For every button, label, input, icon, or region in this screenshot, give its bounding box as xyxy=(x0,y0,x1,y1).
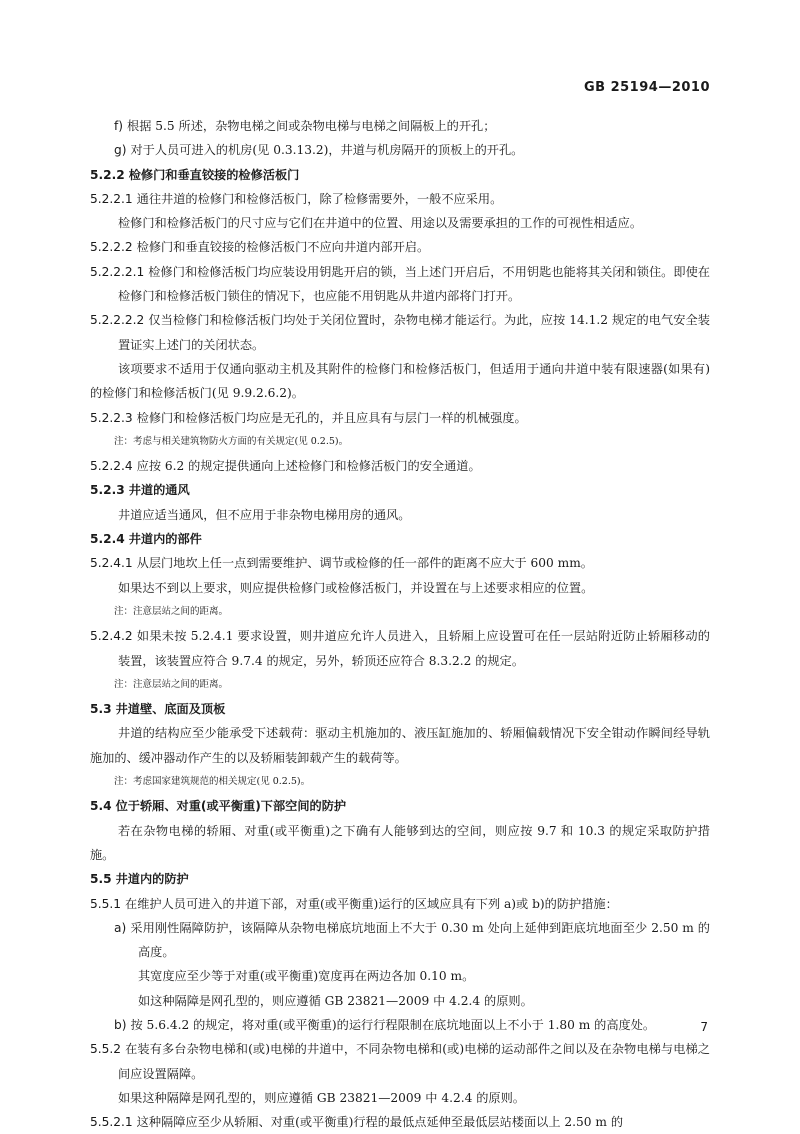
paragraph-text: 注：注意层站之间的距离。 xyxy=(114,678,229,690)
paragraph-text: 如果达不到以上要求，则应提供检修门或检修活板门，并设置在与上述要求相应的位置。 xyxy=(118,580,594,595)
paragraph-text: 检修门和垂直铰接的检修活板门 xyxy=(128,167,300,182)
paragraph-text: 这种隔障应至少从轿厢、对重(或平衡重)行程的最低点延伸至最低层站楼面以上 2.50 m 的 xyxy=(136,1115,624,1130)
section-heading xyxy=(90,478,710,502)
clause-paragraph xyxy=(90,235,710,259)
clause-paragraph xyxy=(90,187,710,211)
clause-number: 5.5.1 xyxy=(90,896,122,911)
note xyxy=(90,430,710,454)
clause-paragraph xyxy=(90,406,710,430)
clause-number: 5.2.2.2.1 xyxy=(90,264,145,279)
standard-number: GB 25194—2010 xyxy=(583,80,710,95)
paragraph-text: 注：注意层站之间的距离。 xyxy=(114,605,229,617)
paragraph-text: 通往井道的检修门和检修活板门，除了检修需要外，一般不应采用。 xyxy=(136,191,503,206)
paragraph-text: 该项要求不适用于仅通向驱动主机及其附件的检修门和检修活板门，但适用于通向井道中装有限速器(如果有)的检修门和检修活板门(见 9.9.2.6.2)。 xyxy=(90,361,710,401)
paragraph-text: 在维护人员可进入的井道下部，对重(或平衡重)运行的区域应具有下列 a)或 b)的防护措施： xyxy=(125,896,618,911)
body-paragraph xyxy=(90,357,710,406)
list-item xyxy=(90,1013,710,1037)
paragraph-text: 井道内的部件 xyxy=(128,532,202,547)
body-paragraph xyxy=(90,819,710,868)
list-item xyxy=(90,916,710,965)
clause-number: b) xyxy=(114,1017,127,1032)
body-paragraph xyxy=(90,503,710,527)
paragraph-text: 应按 6.2 的规定提供通向上述检修门和检修活板门的安全通道。 xyxy=(136,459,481,474)
clause-number: f) xyxy=(114,119,124,133)
paragraph-text: 井道内的防护 xyxy=(115,872,189,887)
list-item-continuation xyxy=(90,964,710,988)
clause-number: 5.2.2.2 xyxy=(90,240,133,255)
paragraph-text: 如这种隔障是网孔型的，则应遵循 GB 23821—2009 中 4.2.4 的原则。 xyxy=(138,993,533,1008)
section-heading xyxy=(90,867,710,891)
list-item xyxy=(90,114,710,138)
paragraph-text: 对于人员可进入的机房(见 0.3.13.2)，井道与机房隔开的顶板上的开孔。 xyxy=(130,143,524,158)
paragraph-text: 从层门地坎上任一点到需要维护、调节或检修的任一部件的距离不应大于 600 mm。 xyxy=(136,556,593,571)
section-heading xyxy=(90,794,710,818)
clause-paragraph xyxy=(90,892,710,916)
clause-paragraph xyxy=(90,260,710,309)
note xyxy=(90,770,710,794)
clause-number: 5.5.2.1 xyxy=(90,1115,133,1130)
clause-number: 5.2.2.3 xyxy=(90,410,133,425)
clause-number: 5.2.4.2 xyxy=(90,629,133,644)
paragraph-text: 检修门和检修活板门均应装设用钥匙开启的锁，当上述门开启后，不用钥匙也能将其关闭和锁住。即使在检修门和检修活板门锁住的情况下，也应能不用钥匙从井道内部将门打开。 xyxy=(118,264,710,304)
clause-number: 5.4 xyxy=(90,799,112,814)
clause-number: g) xyxy=(114,143,127,158)
paragraph-text: 注：考虑国家建筑规范的相关规定(见 0.2.5)。 xyxy=(114,776,311,788)
clause-paragraph xyxy=(90,454,710,478)
clause-paragraph xyxy=(90,1110,710,1134)
clause-number: 5.2.2.1 xyxy=(90,191,133,206)
paragraph-text: 如果未按 5.2.4.1 要求设置，则井道应允许人员进入，且轿厢上应设置可在任一层站附近防止轿厢移动的装置，该装置应符合 9.7.4 的规定，另外，轿顶还应符合 8.3.2.2 的规定。 xyxy=(118,629,710,668)
clause-number: 5.2.4.1 xyxy=(90,556,133,571)
paragraph-text: 根据 5.5 所述，杂物电梯之间或杂物电梯与电梯之间隔板上的开孔； xyxy=(127,119,496,133)
clause-number: 5.2.3 xyxy=(90,483,125,498)
paragraph-text: 仅当检修门和检修活板门均处于关闭位置时，杂物电梯才能运行。为此，应按 14.1.2 规定的电气安全装置证实上述门的关闭状态。 xyxy=(118,313,710,352)
clause-number: 5.2.2.4 xyxy=(90,459,133,474)
paragraph-text: 井道壁、底面及顶板 xyxy=(115,702,226,717)
paragraph-text: 采用刚性隔障防护，该隔障从杂物电梯底坑地面上不大于 0.30 m 处向上延伸到距底坑地面至少 2.50 m 的高度。 xyxy=(130,920,710,960)
paragraph-text: 其宽度应至少等于对重(或平衡重)宽度再在两边各加 0.10 m。 xyxy=(138,969,475,984)
clause-number: 5.2.4 xyxy=(90,532,125,547)
paragraph-text: 检修门和检修活板门的尺寸应与它们在井道中的位置、用途以及需要承担的工作的可视性相适应。 xyxy=(118,216,643,231)
clause-number: 5.2.2 xyxy=(90,167,125,182)
body-paragraph xyxy=(90,721,710,770)
paragraph-text: 检修门和检修活板门均应是无孔的，并且应具有与层门一样的机械强度。 xyxy=(136,410,527,425)
section-heading xyxy=(90,163,710,187)
page-number: 7 xyxy=(700,1020,708,1034)
paragraph-text: 井道的通风 xyxy=(128,483,190,498)
clause-number: 5.5.2 xyxy=(90,1042,122,1057)
paragraph-text: 检修门和垂直铰接的检修活板门不应向井道内部开启。 xyxy=(136,240,430,255)
body-paragraph xyxy=(90,1086,710,1110)
paragraph-text: 按 5.6.4.2 的规定，将对重(或平衡重)的运行行程限制在底坑地面以上不小于 1.80 m 的高度处。 xyxy=(130,1017,656,1032)
paragraph-text: 若在杂物电梯的轿厢、对重(或平衡重)之下确有人能够到达的空间，则应按 9.7 和 10.3 的规定采取防护措施。 xyxy=(90,823,710,862)
document-body xyxy=(90,114,710,1134)
list-item xyxy=(90,138,710,162)
paragraph-text: 井道应适当通风，但不应用于非杂物电梯用房的通风。 xyxy=(118,507,411,522)
body-paragraph xyxy=(90,211,710,235)
section-heading xyxy=(90,527,710,551)
section-heading xyxy=(90,697,710,721)
list-item-continuation xyxy=(90,989,710,1013)
paragraph-text: 井道的结构应至少能承受下述载荷：驱动主机施加的、液压缸施加的、轿厢偏载情况下安全钳动作瞬间经导轨施加的、缓冲器动作产生的以及轿厢装卸载产生的载荷等。 xyxy=(90,726,710,765)
paragraph-text: 注：考虑与相关建筑物防火方面的有关规定(见 0.2.5)。 xyxy=(114,435,349,447)
paragraph-text: 在装有多台杂物电梯和(或)电梯的井道中，不同杂物电梯和(或)电梯的运动部件之间以及在杂物电梯与电梯之间应设置隔障。 xyxy=(118,1042,710,1081)
clause-number: 5.2.2.2.2 xyxy=(90,313,145,328)
clause-paragraph xyxy=(90,551,710,575)
clause-number: a) xyxy=(114,920,127,935)
clause-paragraph xyxy=(90,308,710,357)
paragraph-text: 如果这种隔障是网孔型的，则应遵循 GB 23821—2009 中 4.2.4 的原则。 xyxy=(118,1090,525,1105)
clause-paragraph xyxy=(90,1037,710,1086)
body-paragraph xyxy=(90,576,710,600)
paragraph-text: 位于轿厢、对重(或平衡重)下部空间的防护 xyxy=(115,799,347,814)
note xyxy=(90,673,710,697)
clause-paragraph xyxy=(90,624,710,673)
clause-number: 5.5 xyxy=(90,872,112,887)
note xyxy=(90,600,710,624)
clause-number: 5.3 xyxy=(90,702,112,717)
